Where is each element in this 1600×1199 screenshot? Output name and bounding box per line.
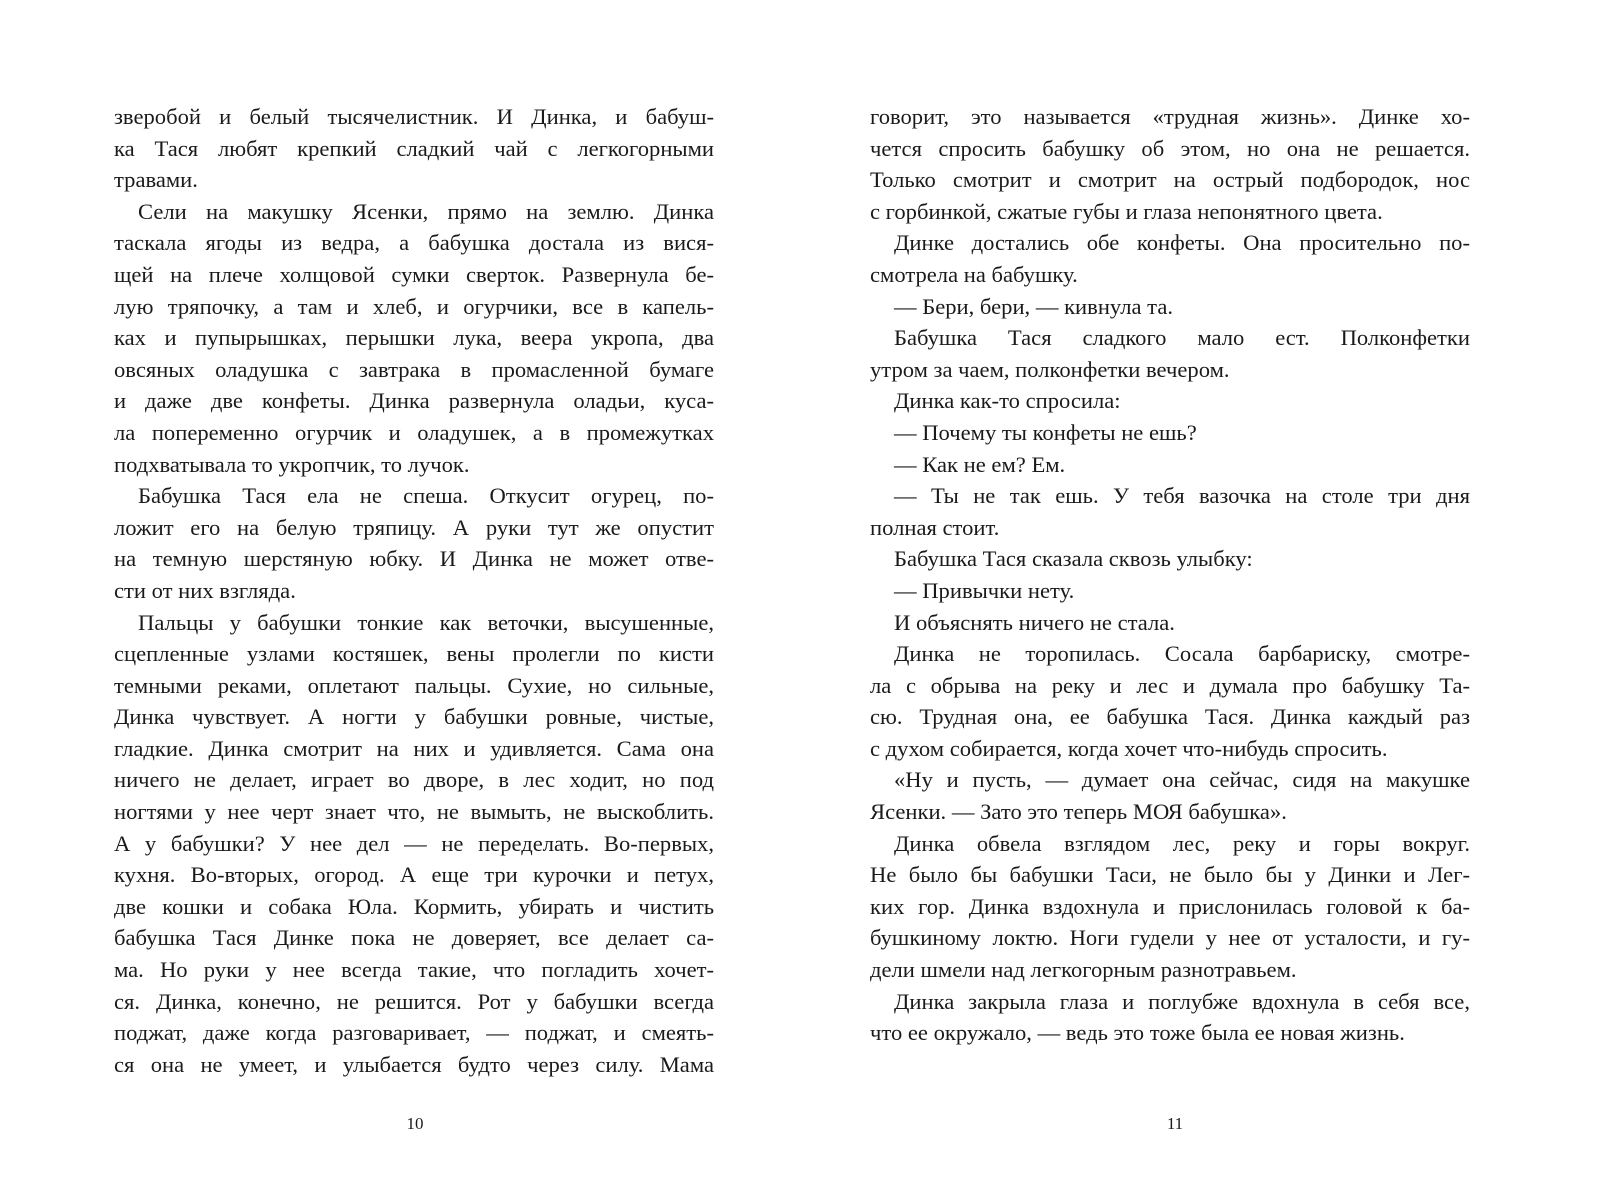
text-line: — Как не ем? Ем. xyxy=(894,451,1066,477)
text-line: на темную шерстяную юбку. И Динка не может отве- xyxy=(114,546,714,572)
text-line: Сели на макушку Ясенки, прямо на землю. Динка xyxy=(138,198,714,224)
text-line: сю. Трудная она, ее бабушка Тася. Динка каждый раз xyxy=(870,704,1470,730)
text-line: поджат, даже когда разговаривает, — поджат, и смеять- xyxy=(114,1020,714,1046)
text-line: ла попеременно огурчик и оладушек, а в промежутках xyxy=(114,419,714,445)
text-line: говорит, это называется «трудная жизнь». Динке хо- xyxy=(870,104,1470,129)
text-line: Динке достались обе конфеты. Она просительно по- xyxy=(894,230,1470,256)
text-line: чется спросить бабушку об этом, но она не решается. xyxy=(870,135,1470,161)
text-line: — Почему ты конфеты не ешь? xyxy=(894,419,1197,445)
text-line: Только смотрит и смотрит на острый подбородок, нос xyxy=(870,167,1470,193)
text-line: гладкие. Динка смотрит на них и удивляется. Сама она xyxy=(114,735,714,761)
right-page-number: 11 xyxy=(1166,1114,1184,1133)
text-line: полная стоит. xyxy=(870,514,1000,540)
text-line: Динка как-то спросила: xyxy=(894,388,1121,414)
text-line: подхватывала то укропчик, то лучок. xyxy=(114,451,470,477)
text-line: И объяснять ничего не стала. xyxy=(894,609,1175,635)
text-line: ся. Динка, конечно, не решится. Рот у бабушки всегда xyxy=(114,988,714,1014)
text-line: Пальцы у бабушки тонкие как веточки, высушенные, xyxy=(138,609,714,635)
text-line: Бабушка Тася сказала сквозь улыбку: xyxy=(894,546,1253,572)
text-line: таскала ягоды из ведра, а бабушка достала из вися- xyxy=(114,230,714,256)
text-line: ничего не делает, играет во дворе, в лес ходит, но под xyxy=(114,767,714,793)
text-line: дели шмели над легкогорным разнотравьем. xyxy=(870,957,1297,983)
text-line: ногтями у нее черт знает что, не вымыть, не выскоблить. xyxy=(114,799,714,825)
text-line: бабушка Тася Динке пока не доверяет, все делает са- xyxy=(114,925,714,951)
left-page-number: 10 xyxy=(406,1114,424,1133)
text-line: с горбинкой, сжатые губы и глаза непонятного цвета. xyxy=(870,198,1383,224)
text-line: Бабушка Тася сладкого мало ест. Полконфетки xyxy=(894,325,1470,351)
text-line: кухня. Во-вторых, огород. А еще три курочки и петух, xyxy=(114,862,714,888)
text-line: бушкиному локтю. Ноги гудели у нее от усталости, и гу- xyxy=(870,925,1470,951)
text-line: Динка не торопилась. Сосала барбариску, смотре- xyxy=(894,641,1470,667)
text-line: Не было бы бабушки Таси, не было бы у Динки и Лег- xyxy=(870,862,1470,888)
text-line: и даже две конфеты. Динка развернула оладьи, куса- xyxy=(114,388,714,414)
text-line: ся она не умеет, и улыбается будто через силу. Мама xyxy=(114,1051,714,1077)
text-line: ла с обрыва на реку и лес и думала про бабушку Та- xyxy=(870,672,1470,698)
text-line: лую тряпочку, а там и хлеб, и огурчики, все в капель- xyxy=(114,293,714,319)
text-line: зверобой и белый тысячелистник. И Динка, и бабуш- xyxy=(114,104,714,129)
text-line: ких гор. Динка вздохнула и прислонилась головой к ба- xyxy=(870,893,1470,919)
text-line: утром за чаем, полконфетки вечером. xyxy=(870,356,1230,382)
text-line: ках и пупырышках, перышки лука, веера укропа, два xyxy=(114,325,714,351)
right-page-text xyxy=(870,101,1470,1049)
text-line: Динка чувствует. А ногти у бабушки ровные, чистые, xyxy=(114,704,714,730)
text-line: смотрела на бабушку. xyxy=(870,261,1078,287)
text-line: с духом собирается, когда хочет что-нибудь спросить. xyxy=(870,735,1388,761)
text-line: ложит его на белую тряпицу. А руки тут же опустит xyxy=(114,514,714,540)
text-line: Динка обвела взглядом лес, реку и горы вокруг. xyxy=(894,830,1470,856)
text-line: две кошки и собака Юла. Кормить, убирать и чистить xyxy=(114,893,714,919)
text-line: Бабушка Тася ела не спеша. Откусит огурец, по- xyxy=(138,483,714,509)
right-page xyxy=(800,0,1600,1199)
text-line: сцепленные узлами костяшек, вены пролегли по кисти xyxy=(114,641,714,667)
text-line: сти от них взгляда. xyxy=(114,577,296,603)
text-line: — Ты не так ешь. У тебя вазочка на столе три дня xyxy=(894,483,1470,509)
text-line: — Бери, бери, — кивнула та. xyxy=(894,293,1173,319)
text-line: ка Тася любят крепкий сладкий чай с легкогорными xyxy=(114,135,714,161)
text-line: травами. xyxy=(114,167,198,193)
text-line: А у бабушки? У нее дел — не переделать. Во-первых, xyxy=(114,830,714,856)
text-line: овсяных оладушка с завтрака в промасленной бумаге xyxy=(114,356,714,382)
left-page-text xyxy=(114,101,714,1080)
text-line: ма. Но руки у нее всегда такие, что погладить хочет- xyxy=(114,957,714,983)
text-line: щей на плече холщовой сумки сверток. Развернула бе- xyxy=(114,261,714,287)
text-line: что ее окружало, — ведь это тоже была ее новая жизнь. xyxy=(870,1020,1405,1046)
text-line: Ясенки. — Зато это теперь МОЯ бабушка». xyxy=(870,799,1287,825)
text-line: темными реками, оплетают пальцы. Сухие, но сильные, xyxy=(114,672,714,698)
text-line: — Привычки нету. xyxy=(894,577,1075,603)
text-line: «Ну и пусть, — думает она сейчас, сидя на макушке xyxy=(894,767,1470,793)
text-line: Динка закрыла глаза и поглубже вдохнула в себя все, xyxy=(894,988,1470,1014)
